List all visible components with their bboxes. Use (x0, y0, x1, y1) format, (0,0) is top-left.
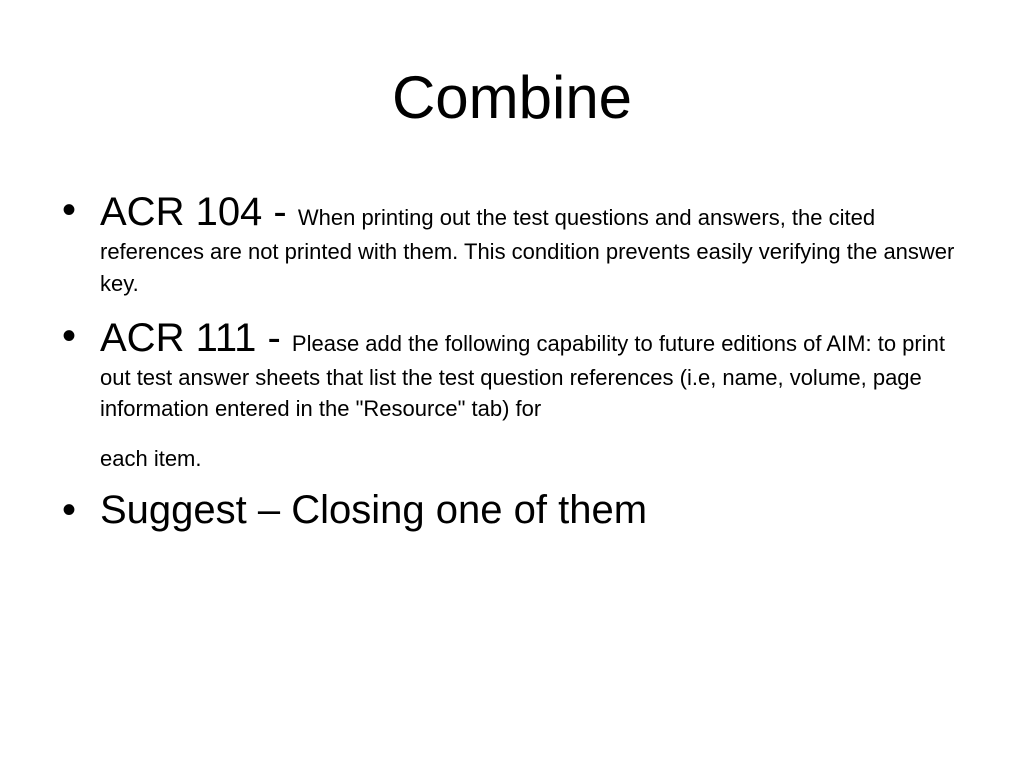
slide-title: Combine (391, 64, 633, 131)
bullet-detail: When printing out the test questions and answers, the cited references are not printed with them. This condition prevents easily verifying the answer key. (100, 205, 955, 296)
bullet-list (62, 188, 962, 534)
bullet-item-acr-111 (62, 314, 962, 474)
bullet-lead: ACR 111 - (100, 316, 292, 360)
bullet-dot-icon: • (62, 488, 77, 532)
bullet-dot-icon: • (62, 314, 77, 358)
bullet-item-suggest (62, 486, 962, 534)
bullet-lead: Suggest – Closing one of them (100, 488, 648, 532)
bullet-detail: Please add the following capability to future editions of AIM: to print out test answer sheets that list the test question references (i.e, name, volume, page information entered in the "Resource" tab) for (100, 331, 945, 421)
bullet-item-acr-104 (62, 188, 962, 300)
bullet-detail-tail: each item. (100, 446, 202, 471)
bullet-lead: ACR 104 - (100, 190, 298, 234)
bullet-dot-icon: • (62, 188, 77, 232)
